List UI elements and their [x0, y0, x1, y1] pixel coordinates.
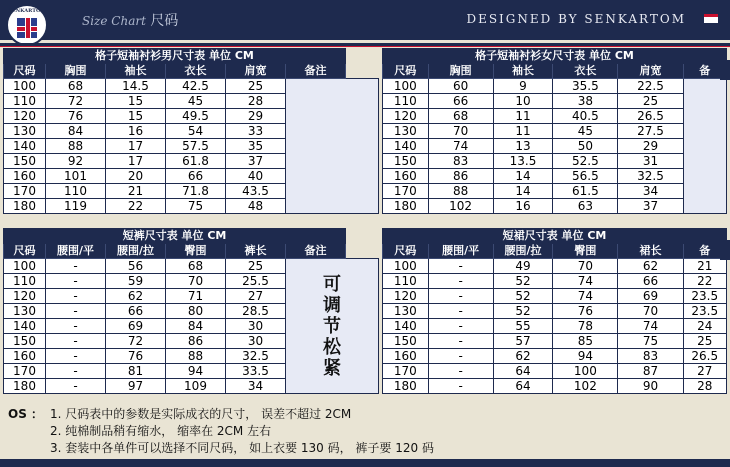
footer-bar [0, 459, 730, 467]
table-title: 格子短袖衬衫女尺寸表 单位 CM [383, 49, 727, 64]
table-cell: 55 [493, 319, 553, 334]
table-cell: 100 [383, 79, 429, 94]
table-cell: 94 [166, 364, 226, 379]
table-cell: 130 [4, 124, 46, 139]
table-cell: - [46, 334, 106, 349]
table-cell: 150 [4, 334, 46, 349]
table-row [383, 349, 727, 364]
table-cell: 88 [428, 184, 493, 199]
men-shirt-table [3, 48, 379, 214]
brand-logo [6, 4, 48, 46]
table-cell: - [46, 259, 106, 274]
table-cell: 140 [4, 139, 46, 154]
table-cell: 15 [106, 109, 166, 124]
table-cell: 70 [166, 274, 226, 289]
edge-bar [720, 240, 730, 260]
table-cell: 56.5 [553, 169, 618, 184]
table-cell: 180 [383, 379, 429, 394]
table-cell: 20 [106, 169, 166, 184]
table-cell: 62 [493, 349, 553, 364]
table-row [383, 154, 727, 169]
table-cell: 45 [553, 124, 618, 139]
table-cell: 31 [618, 154, 683, 169]
table-cell: 85 [553, 334, 618, 349]
column-header: 肩宽 [618, 64, 683, 79]
table-cell: 66 [166, 169, 226, 184]
table-row [383, 364, 727, 379]
table-cell: 110 [46, 184, 106, 199]
table-cell: - [428, 289, 493, 304]
table-cell: - [46, 379, 106, 394]
designed-by: DESIGNED BY SENKARTOM [466, 12, 686, 26]
table-cell: 33.5 [226, 364, 286, 379]
column-header: 尺码 [383, 244, 429, 259]
table-cell: 21 [106, 184, 166, 199]
table-cell: - [46, 364, 106, 379]
note-line: 1. 尺码表中的参数是实际成衣的尺寸， 误差不超过 2CM [50, 407, 352, 421]
table-cell: 28 [226, 94, 286, 109]
table-cell: 88 [46, 139, 106, 154]
table-title-row [4, 49, 379, 64]
column-header: 袖长 [106, 64, 166, 79]
table-cell: - [428, 379, 493, 394]
table-cell: 32.5 [618, 169, 683, 184]
table-row [383, 199, 727, 214]
table-row [4, 259, 379, 274]
remarks-cell [286, 79, 379, 214]
table-cell: 40 [226, 169, 286, 184]
table-cell: 140 [383, 319, 429, 334]
table-cell: 119 [46, 199, 106, 214]
table-cell: 23.5 [683, 304, 726, 319]
table-cell: 74 [553, 289, 618, 304]
table-cell: 52.5 [553, 154, 618, 169]
table-cell: - [428, 364, 493, 379]
table-cell: 120 [4, 109, 46, 124]
table-cell: 11 [493, 124, 553, 139]
column-header: 胸围 [428, 64, 493, 79]
table-cell: 150 [4, 154, 46, 169]
table-cell: 110 [383, 274, 429, 289]
table-cell: 94 [553, 349, 618, 364]
table-cell: 68 [46, 79, 106, 94]
table-cell: 84 [166, 319, 226, 334]
column-header: 腰围/拉 [493, 244, 553, 259]
table-title-row [383, 49, 727, 64]
table-cell: 71.8 [166, 184, 226, 199]
table-cell: 68 [428, 109, 493, 124]
table-cell: 97 [106, 379, 166, 394]
column-header: 衣长 [166, 64, 226, 79]
table-cell: 14 [493, 184, 553, 199]
note-line: 2. 纯棉制品稍有缩水， 缩率在 2CM 左右 [50, 424, 272, 438]
table-cell: 48 [226, 199, 286, 214]
table-cell: 27 [683, 364, 726, 379]
table-cell: 66 [106, 304, 166, 319]
table-cell: 22 [683, 274, 726, 289]
table-row [383, 169, 727, 184]
table-cell: 14.5 [106, 79, 166, 94]
table-cell: 43.5 [226, 184, 286, 199]
table-row [383, 259, 727, 274]
table-cell: 80 [166, 304, 226, 319]
table-cell: 16 [106, 124, 166, 139]
table-row [383, 139, 727, 154]
table-row [383, 79, 727, 94]
table-cell: 49.5 [166, 109, 226, 124]
table-cell: 90 [618, 379, 683, 394]
table-cell: 66 [428, 94, 493, 109]
table-row [383, 94, 727, 109]
table-row [383, 379, 727, 394]
table-cell: 60 [428, 79, 493, 94]
table-cell: 74 [428, 139, 493, 154]
table-cell: 102 [428, 199, 493, 214]
table-cell: 30 [226, 334, 286, 349]
table-cell: 10 [493, 94, 553, 109]
table-row [383, 319, 727, 334]
table-cell: 100 [4, 79, 46, 94]
table-row [383, 274, 727, 289]
column-header: 尺码 [4, 244, 46, 259]
table-cell: 26.5 [618, 109, 683, 124]
table-cell: 101 [46, 169, 106, 184]
table-cell: 27.5 [618, 124, 683, 139]
column-header: 裙长 [618, 244, 683, 259]
table-cell: - [428, 334, 493, 349]
page-title [82, 10, 178, 30]
edge-bar [720, 60, 730, 80]
table-cell: 11 [493, 109, 553, 124]
flag-icon [704, 14, 718, 23]
table-cell: 110 [4, 94, 46, 109]
table-cell: 87 [618, 364, 683, 379]
table-cell: 120 [383, 289, 429, 304]
table-cell: 72 [46, 94, 106, 109]
table-cell: 54 [166, 124, 226, 139]
column-header: 备注 [286, 244, 346, 259]
table-cell: 76 [106, 349, 166, 364]
table-cell: 35.5 [553, 79, 618, 94]
table-cell: 160 [383, 169, 429, 184]
table-cell: 180 [4, 379, 46, 394]
table-cell: 69 [106, 319, 166, 334]
table-cell: 25 [618, 94, 683, 109]
table-cell: 25.5 [226, 274, 286, 289]
table-cell: 84 [46, 124, 106, 139]
table-cell: 120 [4, 289, 46, 304]
table-cell: 27 [226, 289, 286, 304]
table-header-row [383, 244, 727, 259]
table-cell: 62 [618, 259, 683, 274]
table-cell: 57 [493, 334, 553, 349]
table-cell: 25 [226, 259, 286, 274]
table-cell: 130 [383, 304, 429, 319]
table-cell: 170 [4, 184, 46, 199]
table-cell: - [46, 319, 106, 334]
table-cell: 66 [618, 274, 683, 289]
table-cell: 9 [493, 79, 553, 94]
table-cell: 14 [493, 169, 553, 184]
table-row [383, 304, 727, 319]
column-header: 尺码 [383, 64, 429, 79]
note-line: 3. 套装中各单件可以选择不同尺码， 如上衣要 130 码， 裤子要 120 码 [50, 441, 434, 455]
column-header: 衣长 [553, 64, 618, 79]
table-cell: - [428, 259, 493, 274]
table-cell: 160 [383, 349, 429, 364]
table-cell: 92 [46, 154, 106, 169]
table-cell: 61.8 [166, 154, 226, 169]
table-cell: 160 [4, 169, 46, 184]
table-cell: 25 [226, 79, 286, 94]
table-row [383, 109, 727, 124]
column-header: 胸围 [46, 64, 106, 79]
table-cell: - [46, 274, 106, 289]
table-cell: 76 [553, 304, 618, 319]
table-cell: 130 [4, 304, 46, 319]
table-row [383, 289, 727, 304]
table-cell: 28 [683, 379, 726, 394]
table-row [383, 124, 727, 139]
table-cell: 57.5 [166, 139, 226, 154]
table-cell: 86 [166, 334, 226, 349]
women-shirt-table [382, 48, 727, 214]
table-cell: 88 [166, 349, 226, 364]
table-cell: 50 [553, 139, 618, 154]
table-cell: - [428, 274, 493, 289]
column-header: 备 [683, 64, 726, 79]
table-cell: 110 [383, 94, 429, 109]
table-cell: 34 [618, 184, 683, 199]
column-header: 裤长 [226, 244, 286, 259]
table-cell: 150 [383, 154, 429, 169]
table-cell: 180 [383, 199, 429, 214]
table-cell: 23.5 [683, 289, 726, 304]
skirt-table [382, 228, 727, 394]
title-cn: 尺码 [150, 13, 179, 29]
table-cell: 76 [46, 109, 106, 124]
table-cell: 64 [493, 364, 553, 379]
table-cell: 29 [226, 109, 286, 124]
table-title-row [4, 229, 379, 244]
column-header: 肩宽 [226, 64, 286, 79]
table-cell: 49 [493, 259, 553, 274]
table-cell: 100 [553, 364, 618, 379]
table-cell: 110 [4, 274, 46, 289]
table-cell: 74 [553, 274, 618, 289]
table-cell: 21 [683, 259, 726, 274]
table-cell: 30 [226, 319, 286, 334]
table-cell: 170 [383, 184, 429, 199]
table-cell: - [46, 289, 106, 304]
table-cell: 70 [553, 259, 618, 274]
table-title: 短裙尺寸表 单位 CM [383, 229, 727, 244]
table-cell: - [428, 304, 493, 319]
shorts-table [3, 228, 379, 394]
table-cell: 70 [618, 304, 683, 319]
table-cell: 78 [553, 319, 618, 334]
table-cell: 32.5 [226, 349, 286, 364]
table-cell: 140 [383, 139, 429, 154]
table-cell: 17 [106, 139, 166, 154]
table-cell: 83 [618, 349, 683, 364]
logo-text: SENKARTOM [8, 8, 46, 14]
table-cell: 70 [428, 124, 493, 139]
remarks-text: 可调节松紧 [323, 273, 342, 379]
column-header: 袖长 [493, 64, 553, 79]
column-header: 备注 [286, 64, 346, 79]
table-cell: 24 [683, 319, 726, 334]
table-cell: 130 [383, 124, 429, 139]
table-cell: 61.5 [553, 184, 618, 199]
table-cell: 120 [383, 109, 429, 124]
table-cell: 45 [166, 94, 226, 109]
table-cell: 35 [226, 139, 286, 154]
table-cell: 52 [493, 289, 553, 304]
table-cell: 62 [106, 289, 166, 304]
table-cell: 29 [618, 139, 683, 154]
table-row [383, 334, 727, 349]
table-cell: - [46, 349, 106, 364]
table-cell: - [428, 349, 493, 364]
table-cell: 100 [383, 259, 429, 274]
table-cell: 13.5 [493, 154, 553, 169]
table-cell: 64 [493, 379, 553, 394]
table-cell: 16 [493, 199, 553, 214]
table-cell: - [46, 304, 106, 319]
column-header: 腰围/平 [46, 244, 106, 259]
remarks-cell [286, 259, 379, 394]
table-title-row [383, 229, 727, 244]
table-cell: 75 [618, 334, 683, 349]
table-cell: 81 [106, 364, 166, 379]
table-cell: 34 [226, 379, 286, 394]
table-row [383, 184, 727, 199]
header-bar [0, 0, 730, 40]
table-cell: 28.5 [226, 304, 286, 319]
table-header-row [4, 64, 379, 79]
table-cell: 102 [553, 379, 618, 394]
table-cell: 150 [383, 334, 429, 349]
column-header: 臀围 [553, 244, 618, 259]
column-header: 腰围/拉 [106, 244, 166, 259]
table-cell: 52 [493, 274, 553, 289]
table-cell: 42.5 [166, 79, 226, 94]
remarks-cell [683, 79, 726, 214]
table-title: 短裤尺寸表 单位 CM [4, 229, 346, 244]
table-cell: 74 [618, 319, 683, 334]
table-header-row [4, 244, 379, 259]
table-cell: 68 [166, 259, 226, 274]
column-header: 腰围/平 [428, 244, 493, 259]
union-flag-icon [17, 18, 37, 38]
table-cell: 22.5 [618, 79, 683, 94]
table-cell: 83 [428, 154, 493, 169]
column-header: 臀围 [166, 244, 226, 259]
table-cell: 180 [4, 199, 46, 214]
table-cell: 56 [106, 259, 166, 274]
table-cell: 37 [618, 199, 683, 214]
table-cell: 33 [226, 124, 286, 139]
table-cell: 17 [106, 154, 166, 169]
table-cell: 69 [618, 289, 683, 304]
table-cell: 22 [106, 199, 166, 214]
table-cell: 15 [106, 94, 166, 109]
table-cell: 170 [4, 364, 46, 379]
table-row [4, 79, 379, 94]
table-title: 格子短袖衬衫男尺寸表 单位 CM [4, 49, 346, 64]
table-cell: 40.5 [553, 109, 618, 124]
table-cell: 160 [4, 349, 46, 364]
table-cell: 63 [553, 199, 618, 214]
table-header-row [383, 64, 727, 79]
table-cell: 37 [226, 154, 286, 169]
table-cell: 170 [383, 364, 429, 379]
table-cell: - [428, 319, 493, 334]
header-divider [0, 43, 730, 47]
table-cell: 13 [493, 139, 553, 154]
table-cell: 72 [106, 334, 166, 349]
table-cell: 140 [4, 319, 46, 334]
column-header: 尺码 [4, 64, 46, 79]
table-cell: 52 [493, 304, 553, 319]
table-cell: 26.5 [683, 349, 726, 364]
table-cell: 71 [166, 289, 226, 304]
table-cell: 59 [106, 274, 166, 289]
table-cell: 100 [4, 259, 46, 274]
title-en: Size Chart [82, 14, 146, 28]
notes-label: OS ： [8, 407, 44, 421]
table-cell: 109 [166, 379, 226, 394]
table-cell: 86 [428, 169, 493, 184]
table-cell: 38 [553, 94, 618, 109]
table-cell: 25 [683, 334, 726, 349]
column-header: 备 [683, 244, 726, 259]
table-cell: 75 [166, 199, 226, 214]
